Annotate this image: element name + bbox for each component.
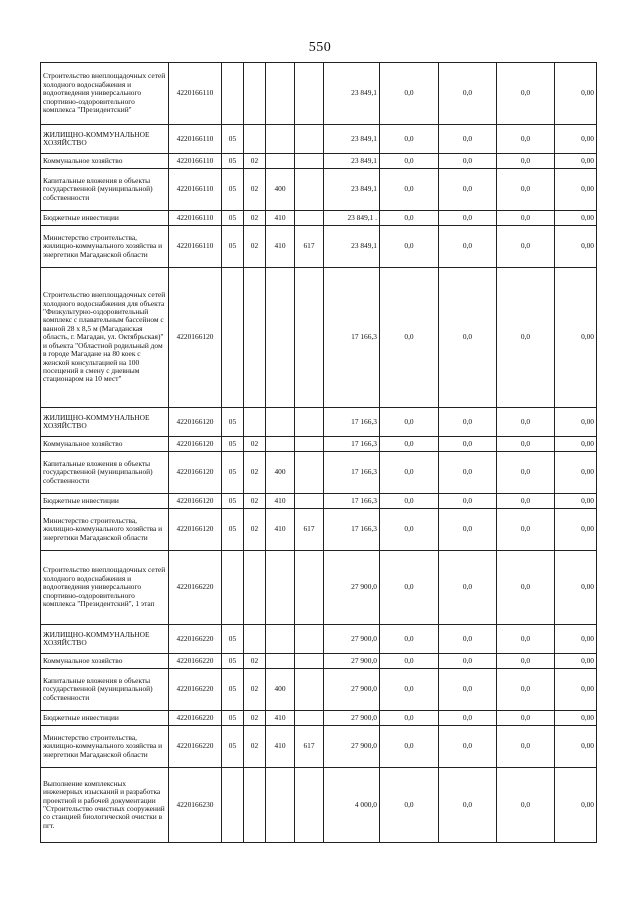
item-name: Капитальные вложения в объекты государственной (муниципальной) собственности: [41, 452, 169, 494]
value-col-3: 0,0: [497, 408, 555, 437]
expense-type-code: [266, 551, 295, 625]
value-col-2: 0,0: [439, 169, 497, 211]
value-col-4: 0,00: [555, 125, 597, 154]
value-col-2: 0,0: [439, 726, 497, 768]
item-name: Строительство внеплощадочных сетей холодного водоснабжения и водоотведения универсального спортивно-оздоровительного комплекса "Президентский", 1 этап: [41, 551, 169, 625]
amount-value: 17 166,3: [324, 268, 380, 408]
item-name: ЖИЛИЩНО-КОММУНАЛЬНОЕ ХОЗЯЙСТВО: [41, 408, 169, 437]
subsection-code: 02: [244, 726, 266, 768]
table-row: [41, 226, 597, 268]
grbs-code: [295, 63, 324, 125]
value-col-1: 0,0: [380, 654, 439, 669]
grbs-code: [295, 768, 324, 843]
expense-type-code: 400: [266, 169, 295, 211]
amount-value: 17 166,3: [324, 509, 380, 551]
amount-value: 17 166,3: [324, 408, 380, 437]
section-code: 05: [222, 494, 244, 509]
value-col-2: 0,0: [439, 494, 497, 509]
value-col-3: 0,0: [497, 169, 555, 211]
value-col-4: 0,00: [555, 551, 597, 625]
table-row: [41, 125, 597, 154]
amount-value: 23 849,1: [324, 226, 380, 268]
subsection-code: 02: [244, 494, 266, 509]
item-name: Строительство внеплощадочных сетей холодного водоснабжения и водоотведения универсального спортивно-оздоровительного комплекса "Президентский": [41, 63, 169, 125]
expense-type-code: [266, 125, 295, 154]
item-name: Бюджетные инвестиции: [41, 494, 169, 509]
item-name: Коммунальное хозяйство: [41, 654, 169, 669]
subsection-code: 02: [244, 654, 266, 669]
amount-value: 23 849,1: [324, 125, 380, 154]
amount-value: 17 166,3: [324, 437, 380, 452]
expense-type-code: 410: [266, 726, 295, 768]
table-row: [41, 726, 597, 768]
value-col-4: 0,00: [555, 452, 597, 494]
value-col-1: 0,0: [380, 63, 439, 125]
value-col-1: 0,0: [380, 452, 439, 494]
value-col-4: 0,00: [555, 711, 597, 726]
grbs-code: [295, 654, 324, 669]
subsection-code: 02: [244, 509, 266, 551]
table-row: [41, 625, 597, 654]
value-col-1: 0,0: [380, 437, 439, 452]
subsection-code: 02: [244, 452, 266, 494]
expense-type-code: 410: [266, 711, 295, 726]
value-col-3: 0,0: [497, 551, 555, 625]
value-col-2: 0,0: [439, 211, 497, 226]
value-col-4: 0,00: [555, 768, 597, 843]
value-col-4: 0,00: [555, 63, 597, 125]
grbs-code: [295, 711, 324, 726]
target-code: 4220166220: [169, 551, 222, 625]
subsection-code: [244, 408, 266, 437]
table-row: [41, 654, 597, 669]
grbs-code: [295, 437, 324, 452]
value-col-3: 0,0: [497, 125, 555, 154]
value-col-2: 0,0: [439, 154, 497, 169]
grbs-code: [295, 169, 324, 211]
item-name: Бюджетные инвестиции: [41, 711, 169, 726]
table-row: [41, 452, 597, 494]
value-col-2: 0,0: [439, 437, 497, 452]
value-col-1: 0,0: [380, 551, 439, 625]
value-col-3: 0,0: [497, 437, 555, 452]
table-row: [41, 494, 597, 509]
value-col-3: 0,0: [497, 625, 555, 654]
value-col-3: 0,0: [497, 669, 555, 711]
grbs-code: [295, 408, 324, 437]
value-col-4: 0,00: [555, 211, 597, 226]
amount-value: 27 900,0: [324, 669, 380, 711]
item-name: Министерство строительства, жилищно-коммунального хозяйства и энергетики Магаданской области: [41, 226, 169, 268]
subsection-code: [244, 625, 266, 654]
amount-value: 17 166,3: [324, 494, 380, 509]
grbs-code: [295, 211, 324, 226]
target-code: 4220166120: [169, 268, 222, 408]
item-name: Строительство внеплощадочных сетей холодного водоснабжения для объекта "Физкультурно-оздоровительный комплекс с плавательным бассейном с ванной 28 х 8,5 м (Магаданская область, г. Магадан, ул. Октябрьская)" и объекта "Областной родильный дом в городе Магадане на 80 коек с женской консультацией на 100 посещений в смену с дневным стационаром на 10 мест": [41, 268, 169, 408]
amount-value: 27 900,0: [324, 654, 380, 669]
value-col-3: 0,0: [497, 726, 555, 768]
value-col-4: 0,00: [555, 669, 597, 711]
target-code: 4220166110: [169, 169, 222, 211]
value-col-1: 0,0: [380, 711, 439, 726]
expense-type-code: 410: [266, 211, 295, 226]
grbs-code: 617: [295, 509, 324, 551]
table-row: [41, 551, 597, 625]
target-code: 4220166110: [169, 226, 222, 268]
subsection-code: 02: [244, 226, 266, 268]
item-name: Капитальные вложения в объекты государственной (муниципальной) собственности: [41, 669, 169, 711]
value-col-1: 0,0: [380, 154, 439, 169]
target-code: 4220166220: [169, 726, 222, 768]
amount-value: 23 849,1: [324, 63, 380, 125]
grbs-code: [295, 154, 324, 169]
value-col-3: 0,0: [497, 768, 555, 843]
value-col-2: 0,0: [439, 408, 497, 437]
subsection-code: 02: [244, 437, 266, 452]
expense-type-code: [266, 408, 295, 437]
budget-table: [40, 62, 597, 843]
value-col-2: 0,0: [439, 125, 497, 154]
value-col-4: 0,00: [555, 408, 597, 437]
value-col-1: 0,0: [380, 494, 439, 509]
item-name: Министерство строительства, жилищно-коммунального хозяйства и энергетики Магаданской области: [41, 726, 169, 768]
item-name: Министерство строительства, жилищно-коммунального хозяйства и энергетики Магаданской области: [41, 509, 169, 551]
value-col-4: 0,00: [555, 437, 597, 452]
table-row: [41, 669, 597, 711]
target-code: 4220166120: [169, 408, 222, 437]
expense-type-code: 400: [266, 452, 295, 494]
section-code: 05: [222, 509, 244, 551]
value-col-4: 0,00: [555, 625, 597, 654]
subsection-code: [244, 551, 266, 625]
value-col-3: 0,0: [497, 711, 555, 726]
value-col-2: 0,0: [439, 452, 497, 494]
subsection-code: 02: [244, 669, 266, 711]
section-code: 05: [222, 408, 244, 437]
target-code: 4220166220: [169, 654, 222, 669]
target-code: 4220166230: [169, 768, 222, 843]
expense-type-code: 410: [266, 509, 295, 551]
grbs-code: [295, 268, 324, 408]
grbs-code: [295, 494, 324, 509]
value-col-2: 0,0: [439, 654, 497, 669]
table-row: [41, 437, 597, 452]
expense-type-code: [266, 63, 295, 125]
amount-value: 27 900,0: [324, 711, 380, 726]
section-code: 05: [222, 226, 244, 268]
value-col-4: 0,00: [555, 226, 597, 268]
value-col-4: 0,00: [555, 654, 597, 669]
value-col-3: 0,0: [497, 654, 555, 669]
value-col-2: 0,0: [439, 63, 497, 125]
grbs-code: [295, 452, 324, 494]
value-col-1: 0,0: [380, 509, 439, 551]
target-code: 4220166220: [169, 625, 222, 654]
amount-value: 23 849,1: [324, 154, 380, 169]
target-code: 4220166110: [169, 125, 222, 154]
value-col-1: 0,0: [380, 268, 439, 408]
expense-type-code: [266, 268, 295, 408]
expense-type-code: 400: [266, 669, 295, 711]
section-code: 05: [222, 154, 244, 169]
subsection-code: 02: [244, 154, 266, 169]
value-col-3: 0,0: [497, 509, 555, 551]
amount-value: 17 166,3: [324, 452, 380, 494]
value-col-3: 0,0: [497, 211, 555, 226]
target-code: 4220166120: [169, 437, 222, 452]
value-col-2: 0,0: [439, 625, 497, 654]
amount-value: 23 849,1: [324, 169, 380, 211]
value-col-3: 0,0: [497, 452, 555, 494]
target-code: 4220166220: [169, 669, 222, 711]
table-row: [41, 509, 597, 551]
value-col-2: 0,0: [439, 669, 497, 711]
value-col-2: 0,0: [439, 768, 497, 843]
expense-type-code: 410: [266, 494, 295, 509]
table-row: [41, 154, 597, 169]
section-code: 05: [222, 625, 244, 654]
section-code: 05: [222, 726, 244, 768]
grbs-code: [295, 551, 324, 625]
value-col-3: 0,0: [497, 63, 555, 125]
subsection-code: 02: [244, 711, 266, 726]
grbs-code: [295, 625, 324, 654]
target-code: 4220166110: [169, 211, 222, 226]
subsection-code: [244, 125, 266, 154]
value-col-1: 0,0: [380, 726, 439, 768]
item-name: ЖИЛИЩНО-КОММУНАЛЬНОЕ ХОЗЯЙСТВО: [41, 625, 169, 654]
expense-type-code: [266, 437, 295, 452]
value-col-2: 0,0: [439, 509, 497, 551]
value-col-1: 0,0: [380, 768, 439, 843]
subsection-code: [244, 268, 266, 408]
value-col-2: 0,0: [439, 226, 497, 268]
expense-type-code: [266, 654, 295, 669]
section-code: [222, 551, 244, 625]
table-row: [41, 408, 597, 437]
table-body: [41, 63, 597, 843]
grbs-code: 617: [295, 726, 324, 768]
section-code: 05: [222, 169, 244, 211]
item-name: Коммунальное хозяйство: [41, 437, 169, 452]
grbs-code: 617: [295, 226, 324, 268]
item-name: Выполнение комплексных инженерных изысканий и разработка проектной и рабочей документации "Строительство очистных сооружений со станцией биологической очистки в пгт.: [41, 768, 169, 843]
item-name: ЖИЛИЩНО-КОММУНАЛЬНОЕ ХОЗЯЙСТВО: [41, 125, 169, 154]
grbs-code: [295, 669, 324, 711]
amount-value: 23 849,1 .: [324, 211, 380, 226]
section-code: 05: [222, 211, 244, 226]
expense-type-code: [266, 154, 295, 169]
value-col-4: 0,00: [555, 268, 597, 408]
value-col-1: 0,0: [380, 625, 439, 654]
value-col-4: 0,00: [555, 726, 597, 768]
table-row: [41, 268, 597, 408]
amount-value: 4 000,0: [324, 768, 380, 843]
amount-value: 27 900,0: [324, 726, 380, 768]
value-col-1: 0,0: [380, 669, 439, 711]
value-col-2: 0,0: [439, 711, 497, 726]
item-name: Коммунальное хозяйство: [41, 154, 169, 169]
item-name: Бюджетные инвестиции: [41, 211, 169, 226]
value-col-3: 0,0: [497, 226, 555, 268]
expense-type-code: [266, 768, 295, 843]
value-col-3: 0,0: [497, 494, 555, 509]
target-code: 4220166110: [169, 63, 222, 125]
grbs-code: [295, 125, 324, 154]
expense-type-code: 410: [266, 226, 295, 268]
subsection-code: 02: [244, 211, 266, 226]
amount-value: 27 900,0: [324, 551, 380, 625]
section-code: 05: [222, 711, 244, 726]
section-code: [222, 268, 244, 408]
table-row: [41, 711, 597, 726]
value-col-4: 0,00: [555, 494, 597, 509]
value-col-2: 0,0: [439, 268, 497, 408]
value-col-1: 0,0: [380, 169, 439, 211]
value-col-4: 0,00: [555, 154, 597, 169]
section-code: 05: [222, 125, 244, 154]
section-code: 05: [222, 437, 244, 452]
subsection-code: [244, 768, 266, 843]
section-code: 05: [222, 654, 244, 669]
target-code: 4220166120: [169, 452, 222, 494]
value-col-1: 0,0: [380, 408, 439, 437]
section-code: [222, 63, 244, 125]
value-col-1: 0,0: [380, 125, 439, 154]
value-col-3: 0,0: [497, 268, 555, 408]
target-code: 4220166220: [169, 711, 222, 726]
value-col-2: 0,0: [439, 551, 497, 625]
value-col-4: 0,00: [555, 169, 597, 211]
subsection-code: [244, 63, 266, 125]
target-code: 4220166110: [169, 154, 222, 169]
item-name: Капитальные вложения в объекты государственной (муниципальной) собственности: [41, 169, 169, 211]
expense-type-code: [266, 625, 295, 654]
target-code: 4220166120: [169, 509, 222, 551]
table-row: [41, 63, 597, 125]
section-code: 05: [222, 452, 244, 494]
table-row: [41, 211, 597, 226]
value-col-1: 0,0: [380, 226, 439, 268]
amount-value: 27 900,0: [324, 625, 380, 654]
value-col-1: 0,0: [380, 211, 439, 226]
table-row: [41, 169, 597, 211]
target-code: 4220166120: [169, 494, 222, 509]
section-code: 05: [222, 669, 244, 711]
page-number: 550: [308, 40, 332, 55]
value-col-3: 0,0: [497, 154, 555, 169]
section-code: [222, 768, 244, 843]
table-row: [41, 768, 597, 843]
subsection-code: 02: [244, 169, 266, 211]
value-col-4: 0,00: [555, 509, 597, 551]
